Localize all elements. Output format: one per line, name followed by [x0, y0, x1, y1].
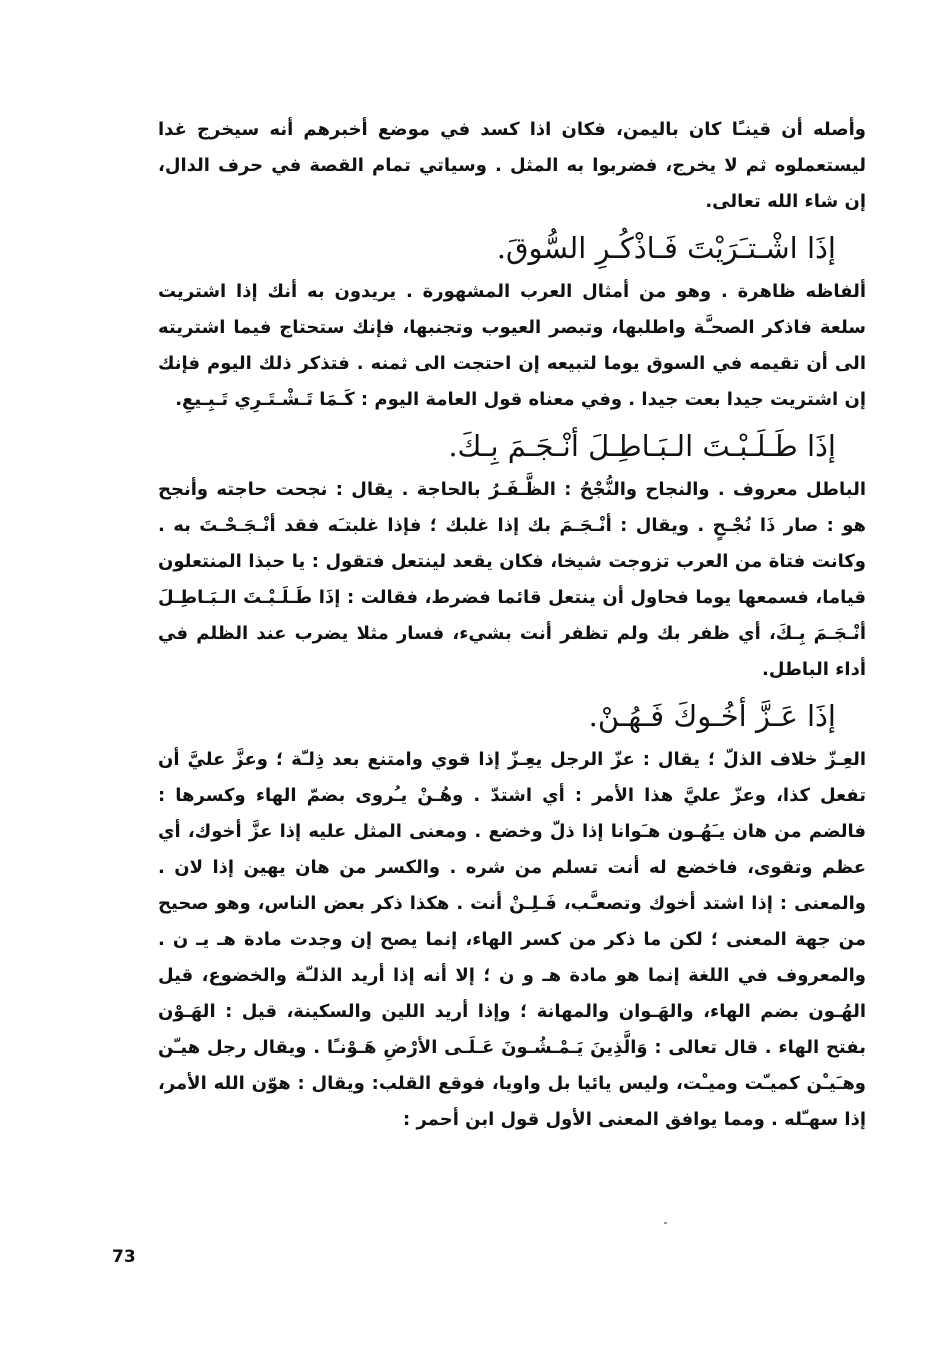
intro-paragraph: وأصله أن قينـًا كان باليمن، فكان اذا كسد في موضع أخبرهم أنه سيخرج غدا ليستعملوه ثم لا يخرج، فضربوا به المثل . وسياتي تمام القصة في حرف الدال، إن شاء الله تعالى.	[158, 119, 866, 212]
page-number: 73	[112, 1247, 136, 1267]
proverb-heading-3: إذَا عَـزَّ أخُـوكَ فَـهُـنْ.	[588, 699, 836, 733]
proverb-heading-2: إذَا طَـلَـبْـتَ الـبَـاطِـلَ أنْـجَـمَ بِـكَ.	[448, 429, 836, 463]
scan-speck	[664, 1222, 667, 1224]
proverb-heading-1: إذَا اشْـتـَرَيْتَ فَـاذْكُـرِ السُّوقَ.	[496, 231, 836, 265]
proverb-paragraph-3: العِـزّ خلاف الذلّ ؛ يقال : عزّ الرجل يعِـزّ إذا قوي وامتنع بعد ذِلـّة ؛ وعزَّ عليَّ أن تفعل كذا، وعزّ عليَّ هذا الأمر : أي اشتدّ . وهُـنْ يـُروى بضمّ الهاء وكسرها : فالضم من هان يـَهُـون هـَوانا إذا ذلّ وخضع . ومعنى المثل عليه إذا عزَّ أخوك، أي عظم وتقوى، فاخضع له أنت تسلم من شره . والكسر من هان يهين إذا لان . والمعنى : إذا اشتد أخوك وتصعـَّب، فَـلِـنْ أنت . هكذا ذكر بعض الناس، وهو صحيح من جهة المعنى ؛ لكن ما ذكر من كسر الهاء، إنما يصح إن وجدت مادة هـ يـ ن . والمعروف في اللغة إنما هو مادة هـ و ن ؛ إلا أنه إذا أريد الذلـّة والخضوع، قيل الهُـون بضم الهاء، والهَـوان والمهانة ؛ وإذا أريد اللين والسكينة، قيل : الهَـوْن بفتح الهاء . قال تعالى : وَالَّذِينَ يَـمْـشُـونَ عَـلَـى الأرْضِ هَـوْنـًا . ويقال رجل هيـّن وهـَيـْن كميـّت وميـْت، وليس يائيا بل واويا، فوقع القلب: ويقال : هوّن الله الأمر، إذا سهـّله . ومما يوافق المعنى الأول قول ابن أحمر :	[158, 749, 866, 1130]
proverb-paragraph-2: الباطل معروف . والنجاح والنُّجْحُ : الظَّـفَـرُ بالحاجة . يقال : نجحت حاجته وأنجح هو : صار ذَا نُجْـحٍ . ويقال : أنْـجَـمَ بك إذا غلبك ؛ فإذا غلبتـَه فقد أنْـجَـحْـتَ به . وكانت فتاة من العرب تزوجت شيخا، فكان يقعد لينتعل فتقول : يا حبذا المنتعلون قياما، فسمعها يوما فحاول أن ينتعل قائما فضرط، فقالت : إذَا طَـلَـبْـتَ الـبَـاطِـلَ أنْـجَـمَ بِـكَ، أي ظفر بك ولم تظفر أنت بشيء، فسار مثلا يضرب عند الظلم في أداء الباطل.	[158, 479, 866, 680]
proverb-paragraph-1: ألفاظه ظاهرة . وهو من أمثال العرب المشهورة . يريدون به أنك إذا اشتريت سلعة فاذكر الصحـَّة واطلبها، وتبصر العيوب وتجنبها، فإنك ستحتاج فيما اشتريته الى أن تقيمه في السوق يوما لتبيعه إن احتجت الى ثمنه . فتذكر ذلك اليوم فإنك إن اشتريت جيدا بعت جيدا . وفي معناه قول العامة اليوم : كَـمَا تَـشْـتَـرِي تَـبِـيعِ.	[158, 281, 866, 410]
page-body	[158, 112, 866, 1138]
